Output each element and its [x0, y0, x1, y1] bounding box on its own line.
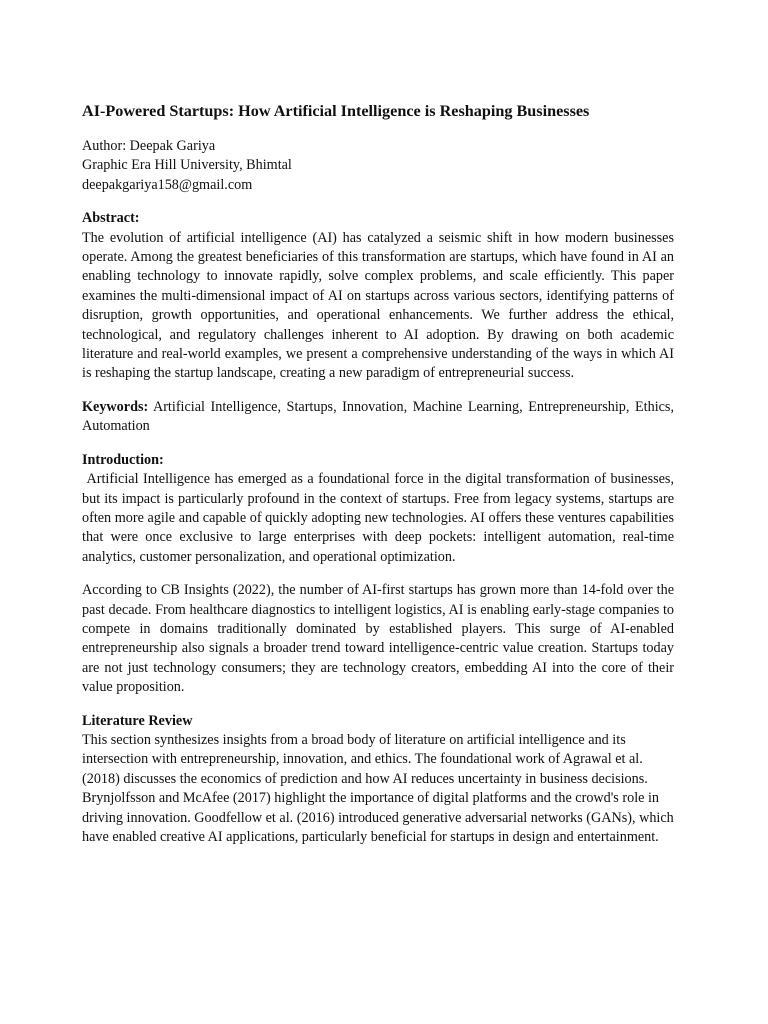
- author-email: deepakgariya158@gmail.com: [82, 176, 253, 193]
- abstract-text: The evolution of artificial intelligence (AI) has catalyzed a seismic shift in how modern businesses operate. Among the greatest beneficiaries of this transformation are startups, which have found in AI an enabling technology to innovate rapidly, solve complex problems, and scale efficiently. This paper examines the multi-dimensional impact of AI on startups across various sectors, identifying patterns of disruption, growth opportunities, and operational enhancements. We further address the ethical, technological, and regulatory challenges inherent to AI adoption. By drawing on both academic literature and real-world examples, we present a comprehensive understanding of the ways in which AI is reshaping the startup landscape, creating a new paradigm of entrepreneurial success.: [82, 229, 674, 382]
- keywords-text: Artificial Intelligence, Startups, Innovation, Machine Learning, Entrepreneurship, Ethics, Automation: [82, 398, 674, 435]
- paper-title: AI-Powered Startups: How Artificial Intelligence is Reshaping Businesses: [82, 102, 590, 120]
- literature-review-text: This section synthesizes insights from a broad body of literature on artificial intelligence and its intersection with entrepreneurship, innovation, and ethics. The foundational work of Agrawal et al. (2018) discusses the economics of prediction and how AI reduces uncertainty in business decisions. Brynjolfsson and McAfee (2017) highlight the importance of digital platforms and the crowd's role in driving innovation. Goodfellow et al. (2016) introduced generative adversarial networks (GANs), which have enabled creative AI applications, particularly beneficial for startups in design and entertainment.: [82, 731, 674, 845]
- keywords-heading: Keywords:: [82, 398, 149, 415]
- introduction-section: [82, 451, 678, 567]
- introduction-paragraph-2-block: [82, 581, 674, 697]
- introduction-paragraph-2: According to CB Insights (2022), the number of AI-first startups has grown more than 14-fold over the past decade. From healthcare diagnostics to intelligent logistics, AI is enabling early-stage companies to compete in domains traditionally dominated by established players. This surge of AI-enabled entrepreneurship also signals a broader trend toward intelligence-centric value creation. Startups today are not just technology consumers; they are technology creators, embedding AI into the core of their value proposition.: [82, 582, 674, 696]
- keywords-paragraph: [82, 398, 674, 437]
- abstract-section: [82, 209, 674, 384]
- keywords-section: [82, 398, 674, 437]
- literature-review-section: [82, 712, 674, 848]
- introduction-heading: Introduction:: [82, 451, 164, 468]
- author-affiliation: Graphic Era Hill University, Bhimtal: [82, 157, 292, 174]
- author-block: [82, 137, 674, 195]
- abstract-heading: Abstract:: [82, 210, 140, 227]
- author-name: Author: Deepak Gariya: [82, 138, 216, 154]
- literature-review-heading: Literature Review: [82, 712, 193, 729]
- paper-page: [82, 100, 678, 861]
- introduction-paragraph-1: Artificial Intelligence has emerged as a foundational force in the digital transformation of businesses, but its impact is particularly profound in the context of startups. Free from legacy systems, startups are often more agile and capable of quickly adopting new technologies. AI offers these ventures capabilities that were once exclusive to large enterprises with deep pockets: intelligent automation, real-time analytics, customer personalization, and operational optimization.: [82, 471, 678, 565]
